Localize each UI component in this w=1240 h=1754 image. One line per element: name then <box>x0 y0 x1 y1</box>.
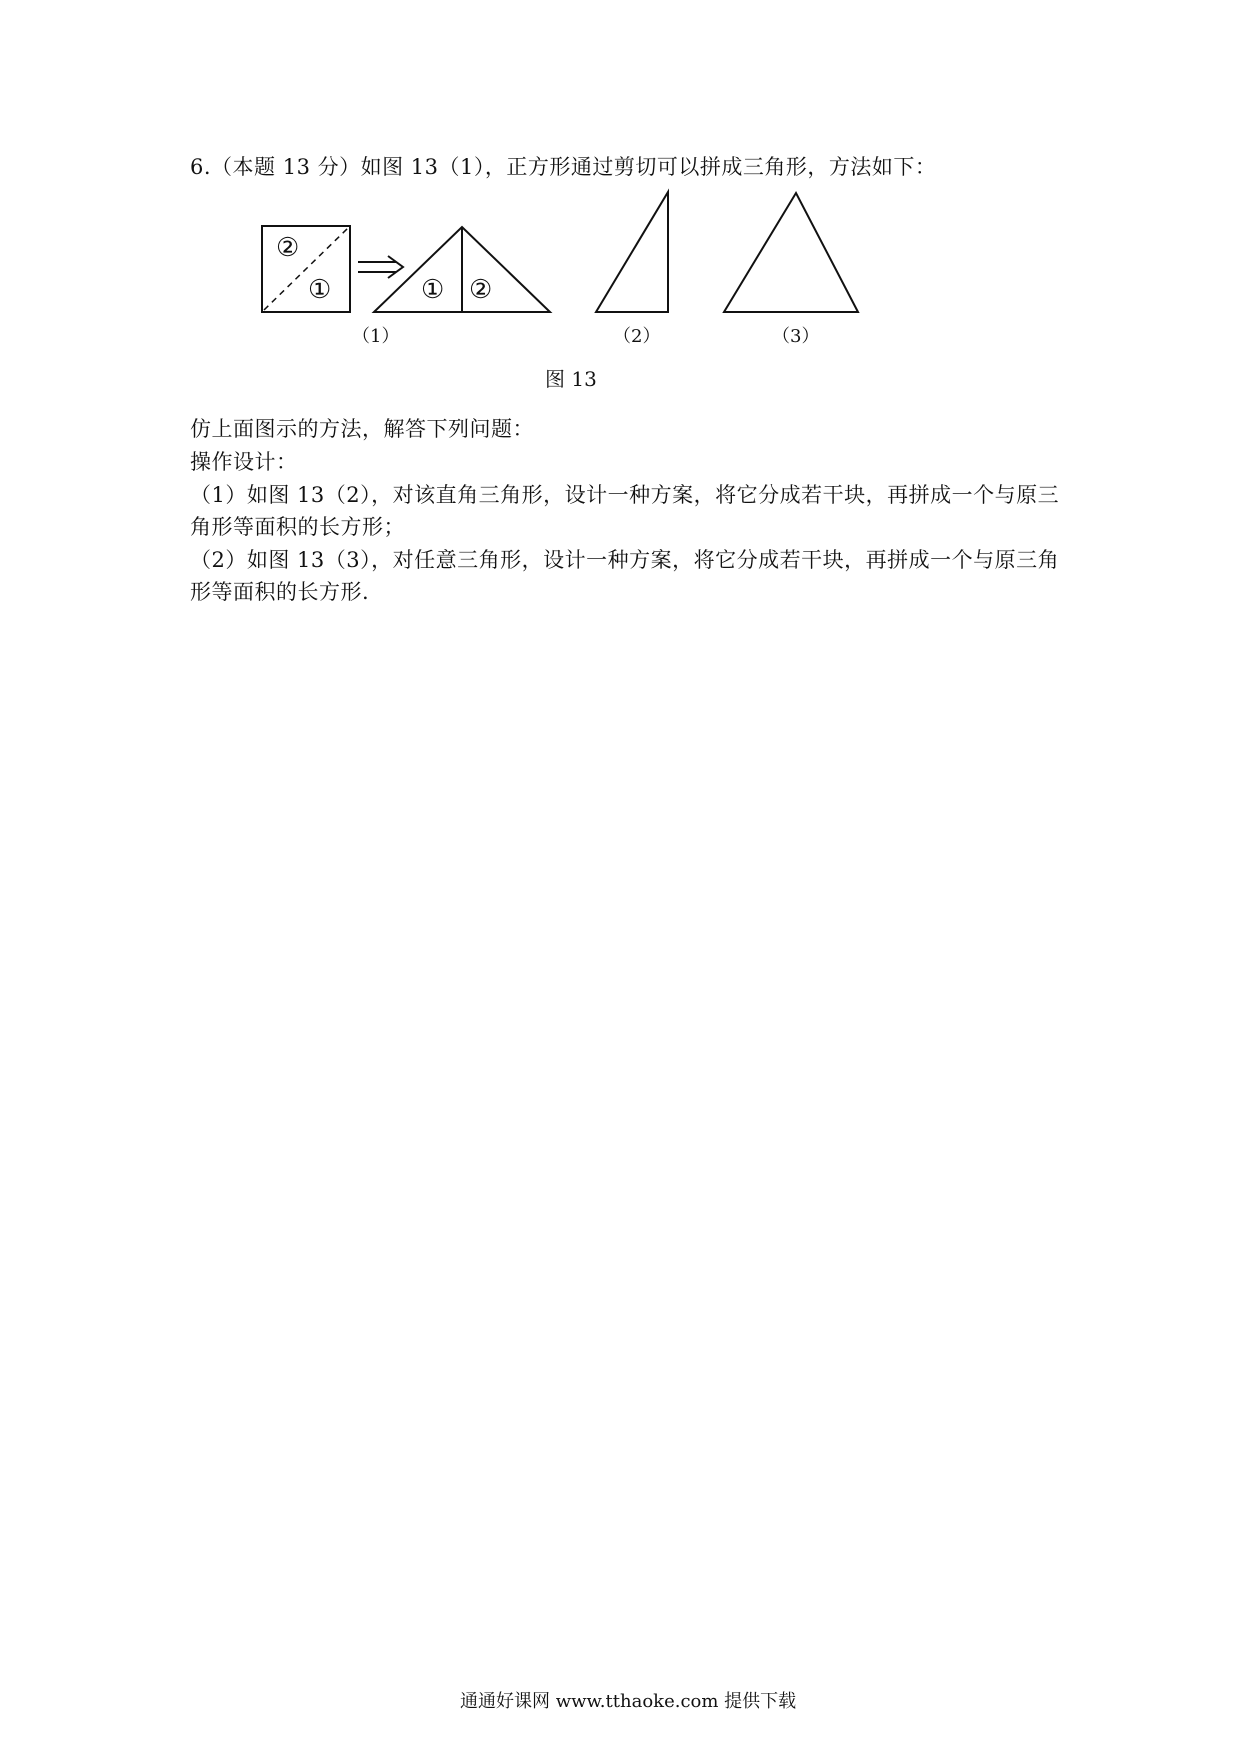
transform-arrow-icon <box>358 256 403 278</box>
task-2-line-1: （2）如图 13（3），对任意三角形，设计一种方案，将它分成若干块，再拼成一个与原三角 <box>190 548 1060 572</box>
triangle-piece-2: ② <box>469 275 493 305</box>
footer-text: 通通好课网 www.tthaoke.com 提供下载 <box>460 1691 797 1712</box>
figure-1-square <box>262 226 350 312</box>
triangle-piece-1: ① <box>421 275 445 305</box>
figure-caption: 图 13 <box>545 367 597 391</box>
figure-2-label: （2） <box>613 326 661 347</box>
figure-3-triangle <box>724 193 858 312</box>
figure-13 <box>0 0 1240 360</box>
figure-2-right-triangle <box>596 192 668 312</box>
square-piece-2: ② <box>276 233 300 263</box>
question-header: 6.（本题 13 分）如图 13（1），正方形通过剪切可以拼成三角形，方法如下： <box>190 155 937 179</box>
task-1-line-2: 角形等面积的长方形； <box>190 515 405 539</box>
figure-3-label: （3） <box>772 326 820 347</box>
task-2-line-2: 形等面积的长方形. <box>190 580 370 604</box>
task-1-line-1: （1）如图 13（2），对该直角三角形，设计一种方案，将它分成若干块，再拼成一个与原三 <box>190 483 1060 507</box>
operation-title: 操作设计： <box>190 450 298 474</box>
intro-text: 仿上面图示的方法，解答下列问题： <box>190 417 534 441</box>
square-piece-1: ① <box>308 275 332 305</box>
figure-1-label: （1） <box>352 326 400 347</box>
